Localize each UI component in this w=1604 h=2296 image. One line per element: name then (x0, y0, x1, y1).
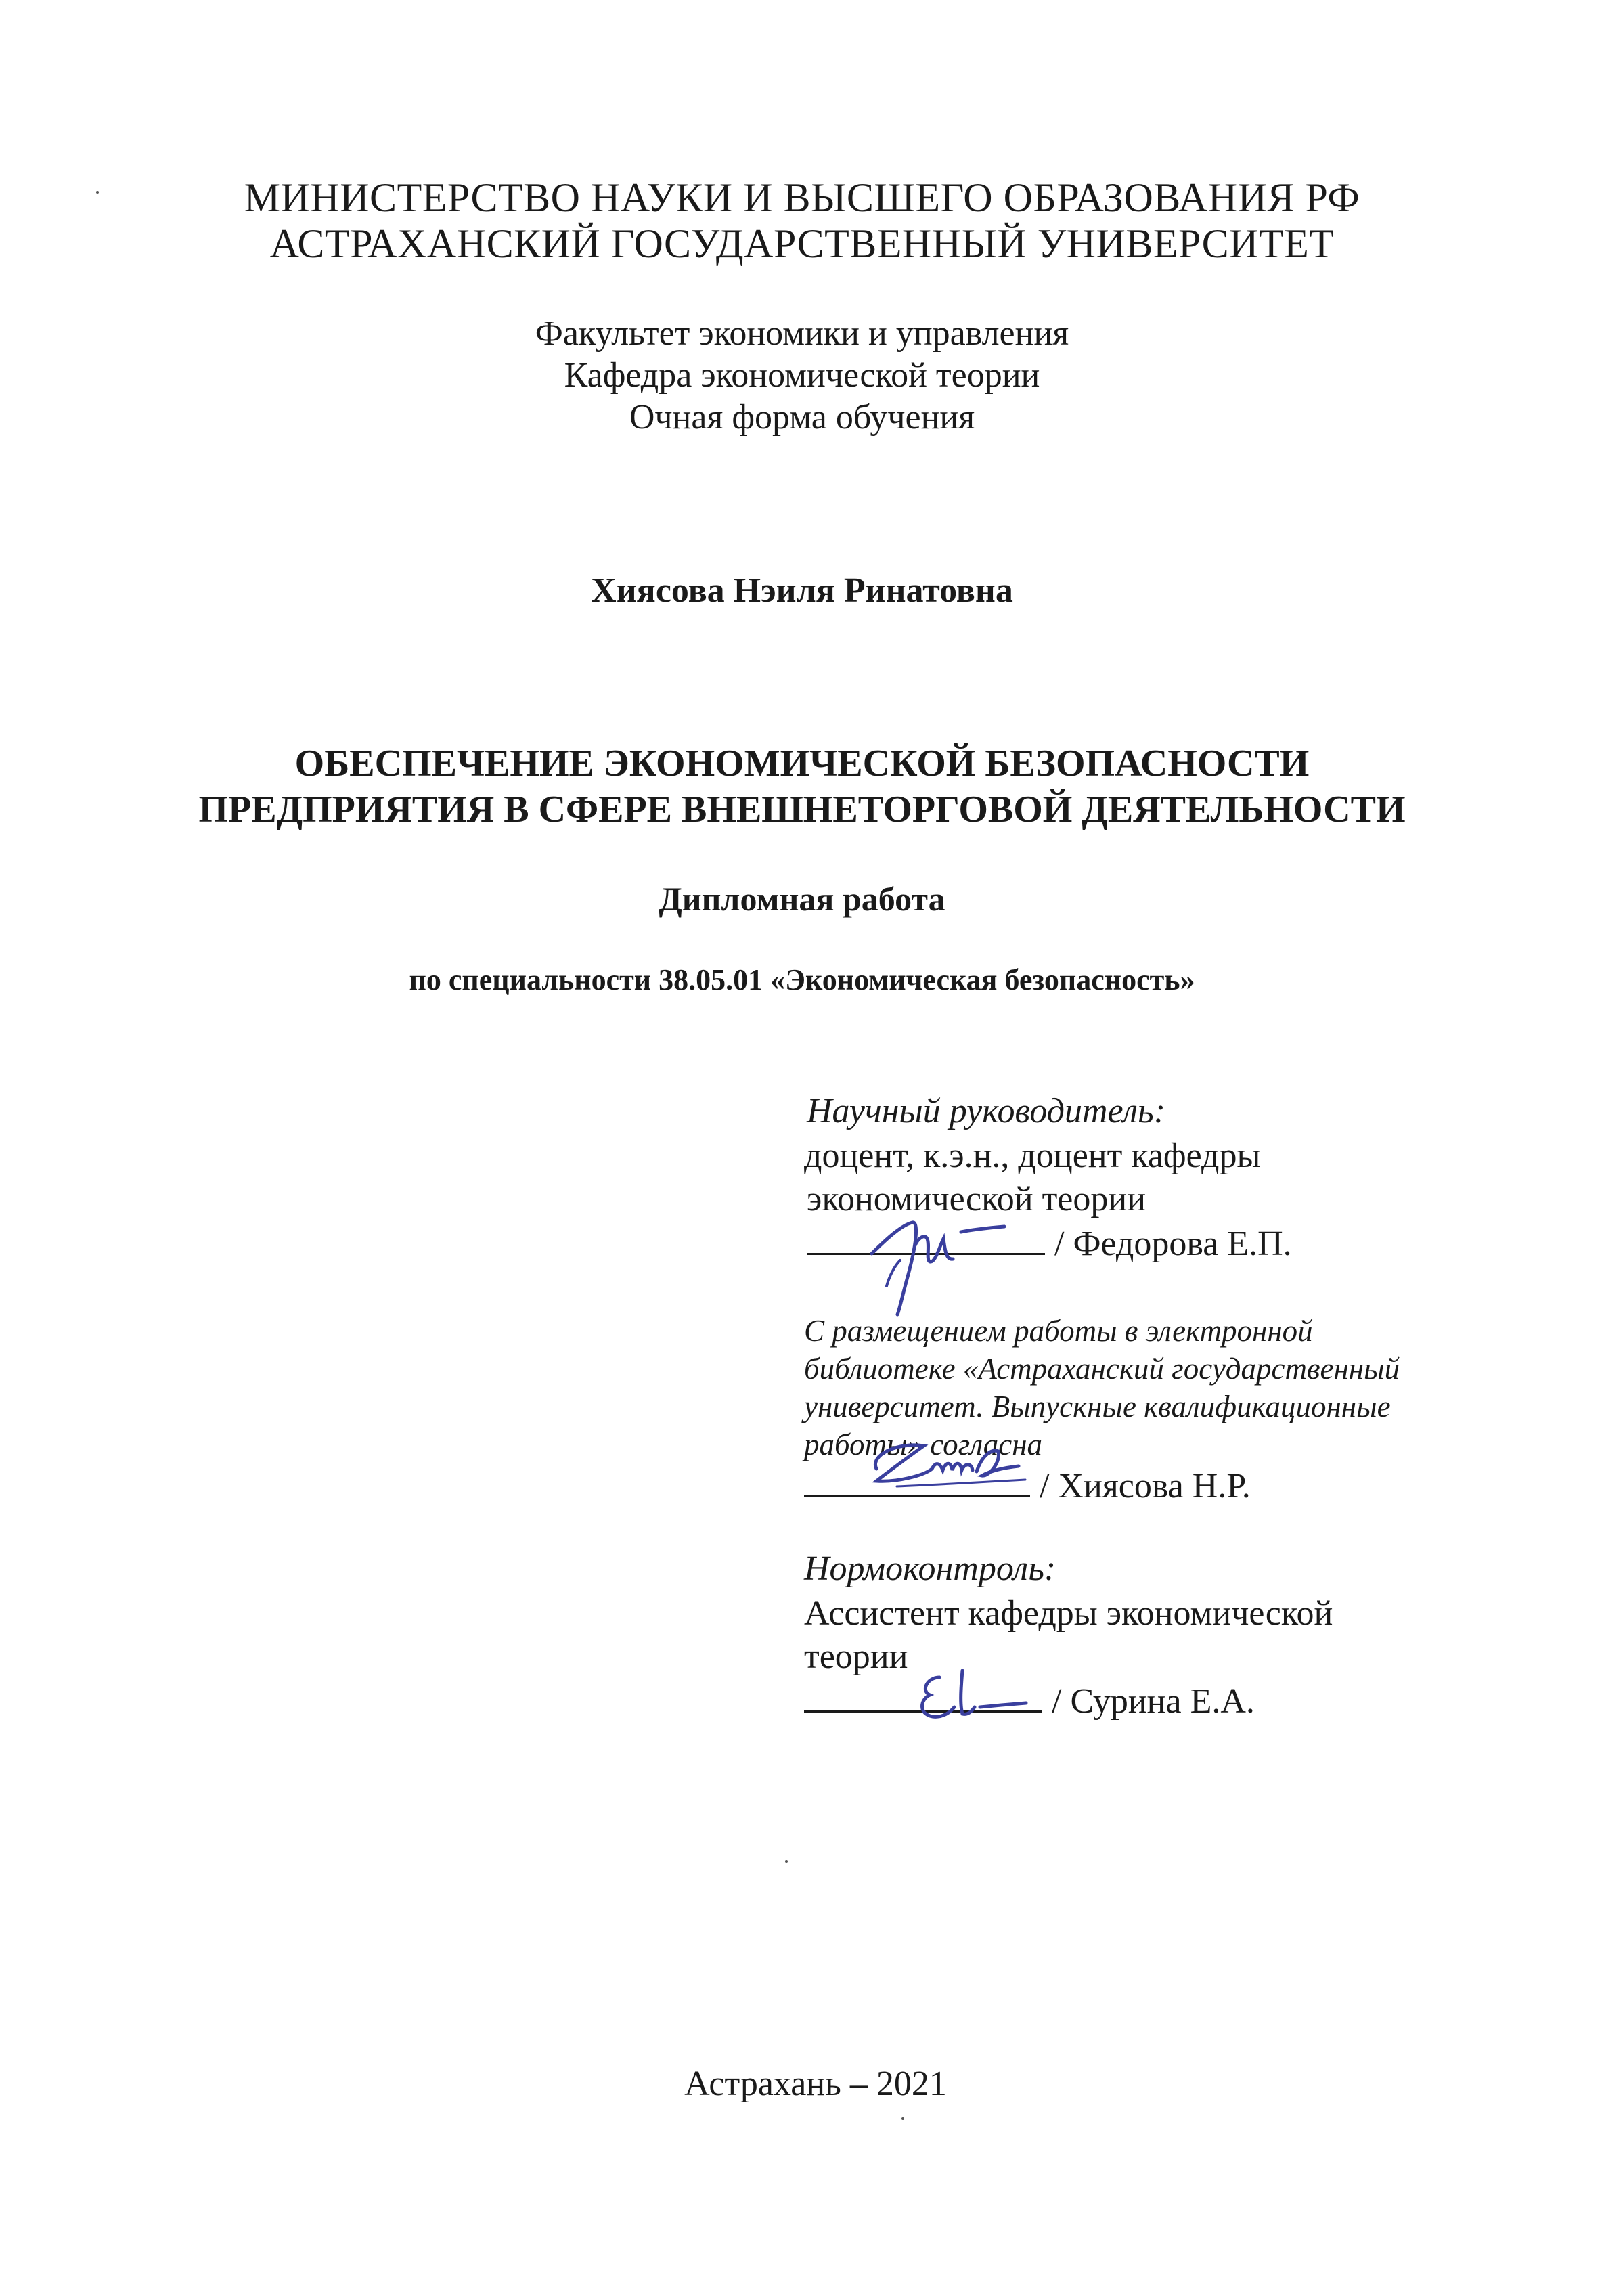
university-name: АСТРАХАНСКИЙ ГОСУДАРСТВЕННЫЙ УНИВЕРСИТЕТ (269, 221, 1335, 266)
supervisor-label: Научный руководитель: (807, 1092, 1166, 1130)
scan-speck (785, 1860, 788, 1863)
scan-speck (96, 191, 99, 194)
consent-line2: библиотеке «Астраханский государственный (804, 1352, 1400, 1386)
faculty-name: Факультет экономики и управления (535, 314, 1069, 353)
consent-line1: С размещением работы в электронной (804, 1314, 1313, 1348)
supervisor-position-line1: доцент, к.э.н., доцент кафедры (804, 1136, 1261, 1175)
supervisor-name: / Федорова Е.П. (1054, 1224, 1292, 1263)
scan-speck (901, 2117, 904, 2120)
normcontrol-name: / Сурина Е.А. (1052, 1682, 1255, 1721)
specialty: по специальности 38.05.01 «Экономическая безопасность» (409, 963, 1195, 996)
city-year: Астрахань – 2021 (684, 2065, 947, 2103)
study-form: Очная форма обучения (629, 398, 975, 437)
normcontrol-position-line1: Ассистент кафедры экономической (804, 1594, 1333, 1633)
thesis-title-line2: ПРЕДПРИЯТИЯ В СФЕРЕ ВНЕШНЕТОРГОВОЙ ДЕЯТЕЛЬНОСТИ (198, 789, 1406, 831)
thesis-title-line1: ОБЕСПЕЧЕНИЕ ЭКОНОМИЧЕСКОЙ БЕЗОПАСНОСТИ (294, 743, 1310, 785)
supervisor-position-line2: экономической теории (807, 1180, 1146, 1218)
normcontrol-label: Нормоконтроль: (804, 1549, 1056, 1588)
consent-line3: университет. Выпускные квалификационные (804, 1390, 1391, 1423)
ministry-name: МИНИСТЕРСТВО НАУКИ И ВЫСШЕГО ОБРАЗОВАНИЯ РФ (244, 175, 1360, 220)
normcontrol-position-line2: теории (804, 1637, 908, 1676)
work-type: Дипломная работа (659, 880, 945, 918)
consent-name: / Хиясова Н.Р. (1040, 1467, 1251, 1505)
consent-line4: работы» согласна (804, 1428, 1043, 1461)
author-name: Хиясова Нэиля Ринатовна (591, 571, 1013, 610)
department-name: Кафедра экономической теории (564, 356, 1040, 395)
